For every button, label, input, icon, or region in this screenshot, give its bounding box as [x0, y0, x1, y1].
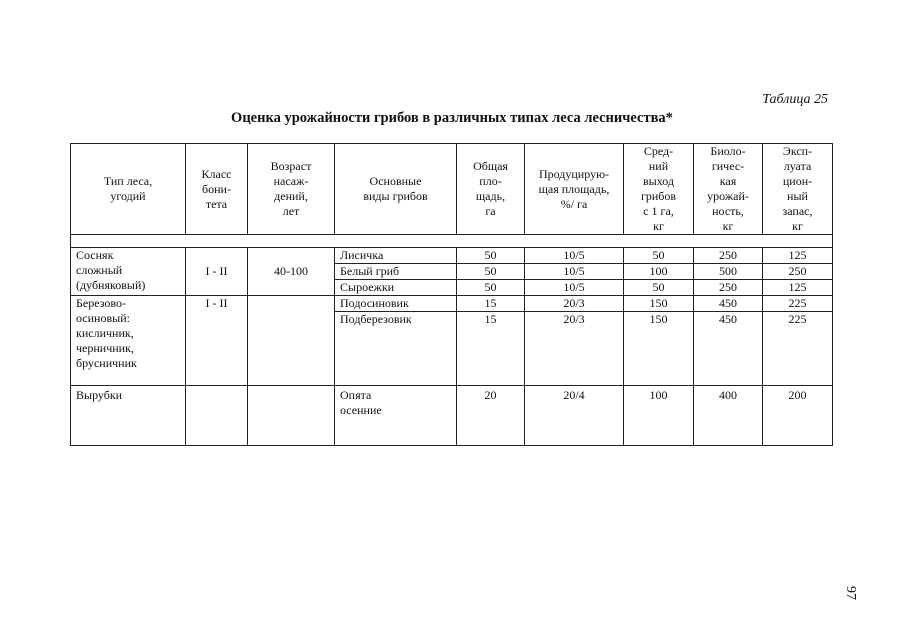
spacer-row [71, 235, 833, 248]
productive-area-cell: 10/5 [525, 280, 624, 296]
total-area-cell: 50 [457, 264, 525, 280]
total-area-cell: 20 [457, 386, 525, 446]
average-yield-cell: 50 [624, 280, 694, 296]
header-total-area: Общая пло- щадь, га [457, 144, 525, 235]
biological-yield-cell: 450 [694, 312, 763, 386]
species-cell: Сыроежки [335, 280, 457, 296]
operational-stock-cell: 250 [763, 264, 833, 280]
average-yield-cell: 100 [624, 264, 694, 280]
age-cell [248, 296, 335, 386]
total-area-cell: 15 [457, 312, 525, 386]
table-row [71, 296, 833, 312]
total-area-cell: 50 [457, 280, 525, 296]
age-cell: 40-100 [248, 248, 335, 296]
species-cell: Опята осенние [335, 386, 457, 446]
biological-yield-cell: 250 [694, 280, 763, 296]
forest-type-cell: Березово- осиновый: кисличник, черничник, брусничник [71, 296, 186, 386]
header-biological-yield: Биоло- гичес- кая урожай- ность, кг [694, 144, 763, 235]
header-productive-area: Продуцирую- щая площадь, %/ га [525, 144, 624, 235]
header-bonitet-class: Класс бони- тета [186, 144, 248, 235]
forest-type-cell: Вырубки [71, 386, 186, 446]
productive-area-cell: 20/3 [525, 312, 624, 386]
table-row [71, 248, 833, 264]
biological-yield-cell: 450 [694, 296, 763, 312]
average-yield-cell: 100 [624, 386, 694, 446]
productive-area-cell: 20/3 [525, 296, 624, 312]
operational-stock-cell: 225 [763, 296, 833, 312]
biological-yield-cell: 250 [694, 248, 763, 264]
table-title: Оценка урожайности грибов в различных типах леса лесничества* [231, 110, 673, 126]
total-area-cell: 15 [457, 296, 525, 312]
table-row [71, 386, 833, 446]
forest-type-cell: Сосняк сложный (дубняковый) [71, 248, 186, 296]
species-cell: Подосиновик [335, 296, 457, 312]
biological-yield-cell: 400 [694, 386, 763, 446]
average-yield-cell: 150 [624, 296, 694, 312]
header-mushroom-species: Основные виды грибов [335, 144, 457, 235]
total-area-cell: 50 [457, 248, 525, 264]
productive-area-cell: 20/4 [525, 386, 624, 446]
species-cell: Лисичка [335, 248, 457, 264]
header-average-yield: Сред- ний выход грибов с 1 га, кг [624, 144, 694, 235]
bonitet-cell [186, 386, 248, 446]
bonitet-cell: I - II [186, 248, 248, 296]
mushroom-yield-table [70, 143, 833, 446]
table-number: Таблица 25 [762, 92, 828, 107]
operational-stock-cell: 225 [763, 312, 833, 386]
species-cell: Белый гриб [335, 264, 457, 280]
page-number: 97 [843, 586, 858, 600]
productive-area-cell: 10/5 [525, 248, 624, 264]
average-yield-cell: 150 [624, 312, 694, 386]
header-stand-age: Возраст насаж- дений, лет [248, 144, 335, 235]
table-header [71, 144, 833, 235]
header-operational-stock: Эксп- луата цион- ный запас, кг [763, 144, 833, 235]
productive-area-cell: 10/5 [525, 264, 624, 280]
biological-yield-cell: 500 [694, 264, 763, 280]
average-yield-cell: 50 [624, 248, 694, 264]
age-cell [248, 386, 335, 446]
bonitet-cell: I - II [186, 296, 248, 386]
header-forest-type: Тип леса, угодий [71, 144, 186, 235]
operational-stock-cell: 125 [763, 280, 833, 296]
species-cell: Подберезовик [335, 312, 457, 386]
operational-stock-cell: 200 [763, 386, 833, 446]
operational-stock-cell: 125 [763, 248, 833, 264]
